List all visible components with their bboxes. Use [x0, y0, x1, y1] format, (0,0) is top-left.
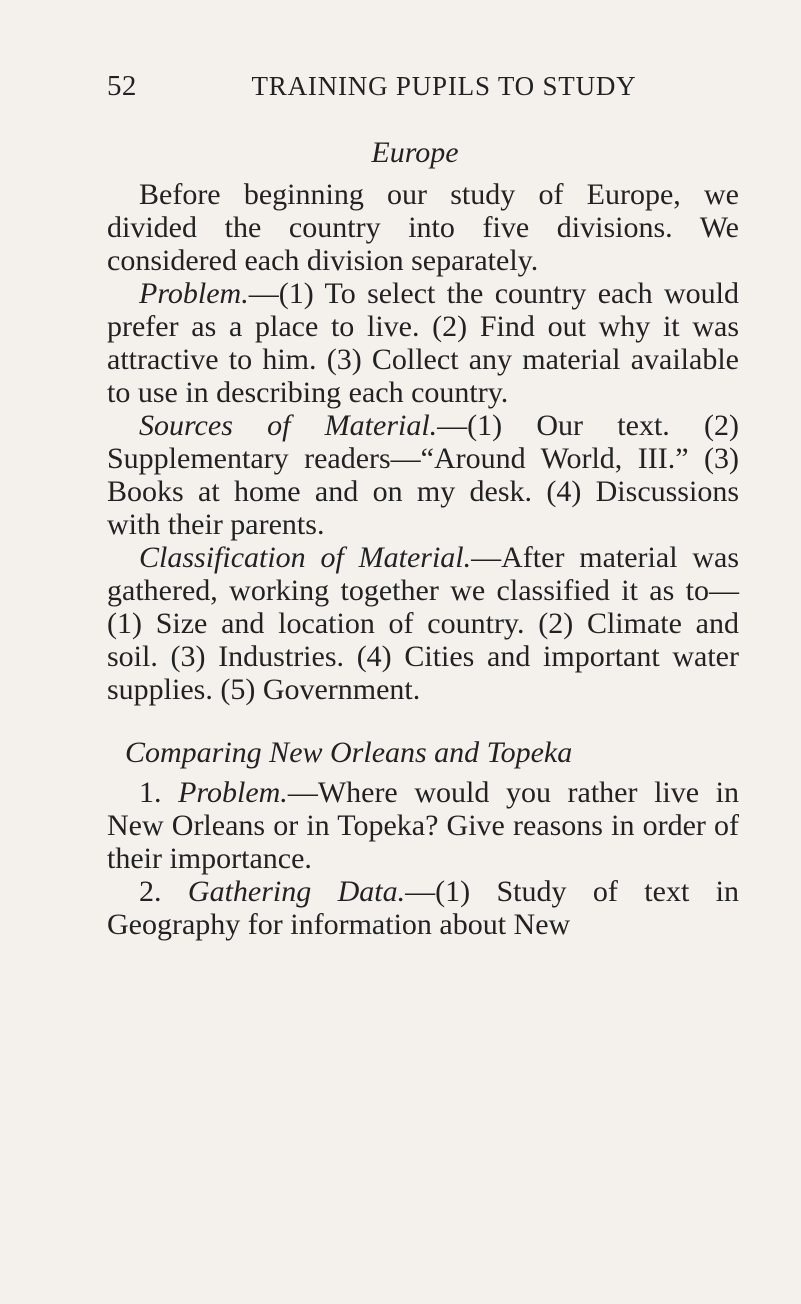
classification-paragraph — [107, 541, 739, 706]
item-1-number: 1. — [139, 776, 162, 809]
classification-text: —After material was gathered, working together we classified it as to—(1) Size and location of country. (2) Climate and soil. (3) Industries. (4) Cities and important water supplies. (5) Government. — [107, 541, 739, 706]
sources-text: —(1) Our text. (2) Supplementary readers—“Around World, III.” (3) Books at home and on my desk. (4) Discussions with their parents. — [107, 409, 739, 541]
problem-text: —(1) To select the country each would prefer as a place to live. (2) Find out why it was attractive to him. (3) Collect any material available to use in describing each country. — [107, 277, 739, 409]
intro-paragraph — [107, 178, 739, 277]
section-title-europe: Europe — [371, 136, 459, 169]
item-1-lead: Problem. — [178, 776, 288, 809]
running-title: TRAINING PUPILS TO STUDY — [251, 71, 637, 101]
item-2-lead: Gathering Data. — [187, 875, 406, 908]
item-2-text: —(1) Study of text in Geography for information about New — [107, 875, 740, 941]
item-2-number: 2. — [139, 875, 162, 908]
problem-lead: Problem. — [139, 277, 249, 310]
intro-text: Before beginning our study of Europe, we divided the country into five divisions. We considered each division separately. — [107, 178, 739, 277]
running-head — [107, 70, 739, 114]
book-page — [107, 70, 739, 941]
classification-lead: Classification of Material. — [139, 541, 472, 574]
item-2-paragraph — [107, 875, 739, 941]
item-1-paragraph — [107, 776, 739, 875]
item-1-text: —Where would you rather live in New Orleans or in Topeka? Give reasons in order of their importance. — [107, 776, 740, 875]
problem-paragraph — [107, 277, 739, 409]
page-number: 52 — [107, 70, 137, 102]
section-title-comparing: Comparing New Orleans and Topeka — [125, 736, 573, 769]
sources-lead: Sources of Material. — [139, 409, 438, 442]
sources-paragraph — [107, 409, 739, 541]
